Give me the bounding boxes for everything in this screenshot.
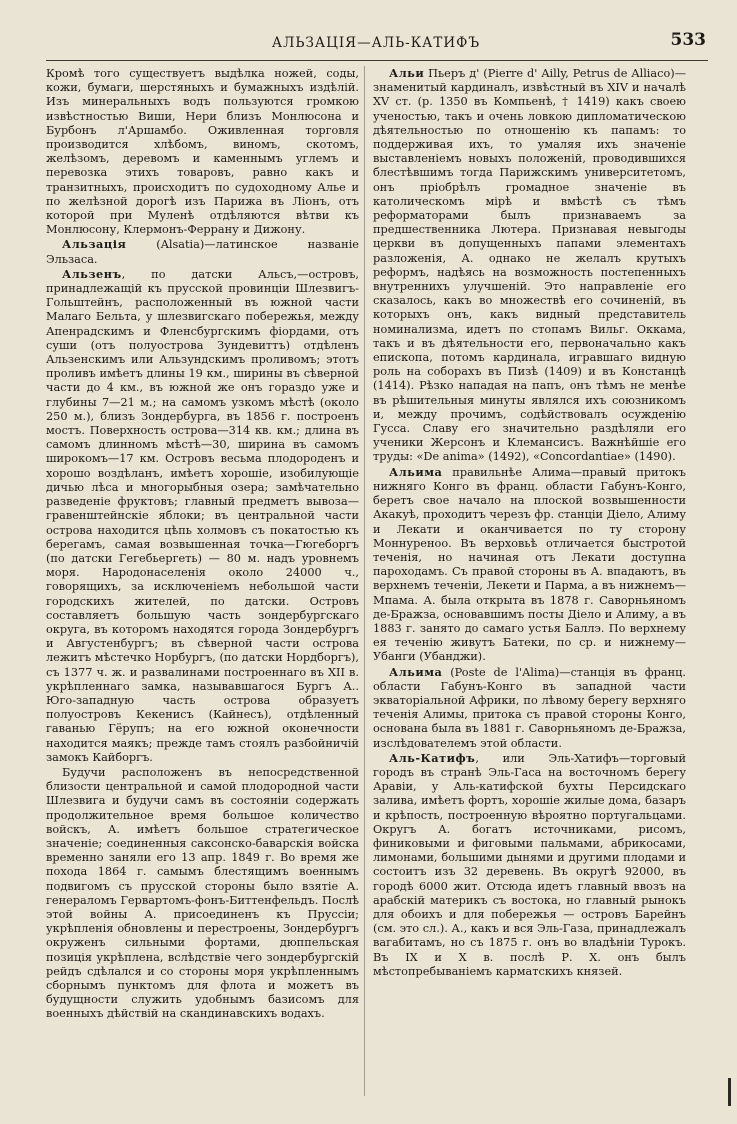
entry-paragraph — [373, 465, 686, 665]
entry-text: Будучи расположенъ въ непосредственной близости центральной и самой плодородной части Шлезвига и будучи самъ въ состояніи содержать продолжительное время большое количество войскъ, А. имѣетъ большое стратегическое значеніе; соединенныя саксонско-баварскія войска временно заняли его 13 апр. 1849 г. Во время же похода 1864 г. самымъ блестящимъ военнымъ подвигомъ съ прусской стороны было взятіе А. генераломъ Гервартомъ-фонъ-Биттенфельдъ. Послѣ этой войны А. присоединенъ къ Пруссіи; укрѣпленія обновлены и перестроены, Зондербургъ окруженъ сильными фортами, дюппельская позиція укрѣплена, вслѣдствіе чего зондербургскій рейдъ сдѣлался и со стороны моря укрѣпленнымъ сборнымъ пунктомъ для флота и можетъ въ будущности служить удобнымъ базисомъ для военныхъ дѣйствій на скандинавскихъ водахъ. — [46, 765, 359, 1021]
entry-headword: Альи — [389, 66, 425, 80]
entry-paragraph — [373, 665, 686, 751]
entry-text: Пьеръ д' (Pierre d' Ailly, Petrus de Alliaco)—знаменитый кардиналъ, извѣстный въ XIV и началѣ XV ст. (р. 1350 въ Компьенѣ, † 1419) какъ своею ученостью, такъ и очень ловкою дипломатическою дѣятельностью по отношенію къ папамъ: то поддерживая ихъ, то умаляя ихъ значеніе выставленіемъ новыхъ положеній, проводившихся блестѣвшимъ тогда Парижскимъ университетомъ, онъ пріобрѣлъ громадное значеніе въ католическомъ мірѣ и вмѣстѣ съ тѣмъ реформаторами былъ признаваемъ за предшественника Лютера. Признавая невыгоды церкви въ допущенныхъ папами элементахъ разложенія, А. однако не желалъ крутыхъ реформъ, надѣясь на возможность постепенныхъ внутреннихъ улучшеній. Это направленіе его сказалось, какъ во множествѣ его сочиненій, въ которыхъ онъ, какъ видный представитель номинализма, идетъ по стопамъ Вильг. Оккама, такъ и въ дѣятельности его, первоначально какъ епископа, потомъ кардинала, игравшаго видную роль на соборахъ въ Пизѣ (1409) и въ Констанцѣ (1414). Рѣзко нападая на папъ, онъ тѣмъ не менѣе въ рѣшительныя минуты являлся ихъ союзникомъ и, между прочимъ, содѣйствовалъ осужденію Гусса. Славу его значительно раздѣляли его ученики Жерсонъ и Клемансисъ. Важнѣйшіе его труды: «De anima» (1492), «Concordantiae» (1490). — [373, 67, 686, 464]
right-column — [373, 66, 686, 979]
running-header — [46, 28, 706, 58]
entry-text: , или Эль-Хатифъ—торговый городъ въ странѣ Эль-Гаса на восточномъ берегу Аравіи, у Аль-катифской бухты Персидскаго залива, имѣетъ фортъ, хорошіе жилые дома, базаръ и крѣпость, построенную вѣроятно португальцами. Округъ А. богатъ источниками, рисомъ, финиковыми и фиговыми пальмами, абрикосами, лимонами, большими дынями и другими плодами и состоитъ изъ 32 деревень. Въ округѣ 92000, въ городѣ 6000 жит. Отсюда идетъ главный ввозъ на арабскій материкъ съ востока, но главный рынокъ для обоихъ и для побережья — островъ Барейнъ (см. это сл.). А., какъ и вся Эль-Газа, принадлежалъ вагабитамъ, но съ 1875 г. онъ во владѣніи Турокъ. Въ IX и X в. послѣ Р. Х. онъ былъ мѣстопребываніемъ карматскихъ князей. — [373, 751, 686, 978]
margin-mark — [728, 1078, 731, 1106]
page-number: 533 — [670, 30, 706, 50]
entry-paragraph — [46, 66, 359, 237]
column-divider — [364, 66, 365, 1096]
entry-text: Кромѣ того существуетъ выдѣлка ножей, соды, кожи, бумаги, шерстяныхъ и бумажныхъ издѣлій. Изъ минеральныхъ водъ пользуются громкою извѣстностью Виши, Нери близъ Монлюсона и Бурбонъ л'Аршамбо. Оживленная торговля производится хлѣбомъ, виномъ, скотомъ, желѣзомъ, деревомъ и каменнымъ углемъ и перевозка этихъ товаровъ, равно какъ и транзитныхъ, происходитъ по судоходному Алье и по желѣзной дорогѣ изъ Парижа въ Ліонъ, отъ которой при Муленѣ отдѣляются вѣтви къ Монлюсону, Клермонъ-Феррану и Дижону. — [46, 67, 359, 237]
entry-headword: Аль-Катифъ — [389, 750, 476, 765]
entry-headword: Альзація — [62, 237, 127, 252]
entry-paragraph — [46, 765, 359, 1022]
entry-paragraph — [46, 237, 359, 266]
entry-text: правильнѣе Алима—правый притокъ нижняго Конго въ франц. области Габунъ-Конго, беретъ свое начало на плоской возвышенности Акакуѣ, проходитъ черезъ фр. станціи Діело, Алиму и Лекати и оканчивается по ту сторону Моннуреноо. Въ верховьѣ отличается быстротой теченія, но начиная отъ Лекати доступна пароходамъ. Съ правой стороны въ А. впадаютъ, въ верхнемъ теченіи, Лекети и Парма, а въ нижнемъ—Мпама. А. была открыта въ 1878 г. Саворньяномъ де-Бражза, основавшимъ посты Діело и Алиму, а въ 1883 г. занято до самаго устья Баллэ. По верхнему ея теченію живутъ Батеки, по ср. и нижнему—Убанги (Убанджи). — [373, 465, 686, 664]
entry-headword: Альима — [389, 664, 443, 679]
entry-paragraph — [46, 267, 359, 765]
entry-paragraph — [373, 66, 686, 465]
entry-headword: Альима — [389, 464, 443, 479]
entry-text: (Alsatia)—латинское названіе Эльзаса. — [46, 238, 359, 266]
entry-paragraph — [373, 751, 686, 979]
left-column — [46, 66, 359, 1022]
header-title: АЛЬЗАЦІЯ—АЛЬ-КАТИФЪ — [271, 35, 481, 51]
header-rule — [46, 60, 708, 61]
entry-text: (Poste de l'Alima)—станція въ франц. области Габунъ-Конго въ западной части экваторіальной Африки, по лѣвому берегу верхняго теченія Алимы, притока съ правой стороны Конго, основана была въ 1881 г. Саворньяномъ де-Бражза, изслѣдователемъ этой области. — [373, 665, 686, 750]
entry-headword: Альзенъ — [62, 266, 122, 281]
entry-text: , по датски Альсъ,—островъ, принадлежащій къ прусской провинціи Шлезвигъ-Гольштейнъ, расположенный въ южной части Малаго Бельта, у шлезвигскаго побережья, между Апенрадскимъ и Фленсбургскимъ фіордами, отъ суши (отъ полуострова Зундевиттъ) отдѣленъ Альзенскимъ или Альзундскимъ проливомъ; этотъ проливъ имѣетъ длины 19 км., ширины въ сѣверной части до 4 км., въ южной же онъ гораздо уже и глубины 7—21 м.; на самомъ узкомъ мѣстѣ (около 250 м.), близъ Зондербурга, въ 1856 г. построенъ мостъ. Поверхность острова—314 кв. км.; длина въ самомъ длинномъ мѣстѣ—30, ширина въ самомъ широкомъ—17 км. Островъ весьма плодороденъ и хорошо воздѣланъ, имѣетъ хорошіе, изобилующіе дичью лѣса и многорыбныя озера; замѣчательно разведеніе фруктовъ; главный предметъ вывоза—гравенштейнскіе яблоки; въ центральной части острова находится цѣпь холмовъ съ покатостью къ берегамъ, самая возвышенная точка—Гюгеборгъ (по датски Гегебьергеть) — 80 м. надъ уровнемъ моря. Народонаселенія около 24000 ч., говорящихъ, за исключеніемъ небольшой части городскихъ жителей, по датски. Островъ составляетъ большую часть зондербургскаго округа, въ которомъ находятся города Зондербургъ и Августенбургъ; въ сѣверной части острова лежитъ мѣстечко Норбургъ, (по датски Нордборгъ), съ 1377 ч. ж. и развалинами построеннаго въ XII в. укрѣпленнаго замка, называвшагося Бургъ А.. Юго-западную часть острова образуетъ полуостровъ Кекенисъ (Кайнесъ), отдѣленный гаванью Гёрупъ; на его южной оконечности находится маякъ; прежде тамъ стоялъ разбойничій замокъ Кайборгъ. — [46, 267, 360, 764]
